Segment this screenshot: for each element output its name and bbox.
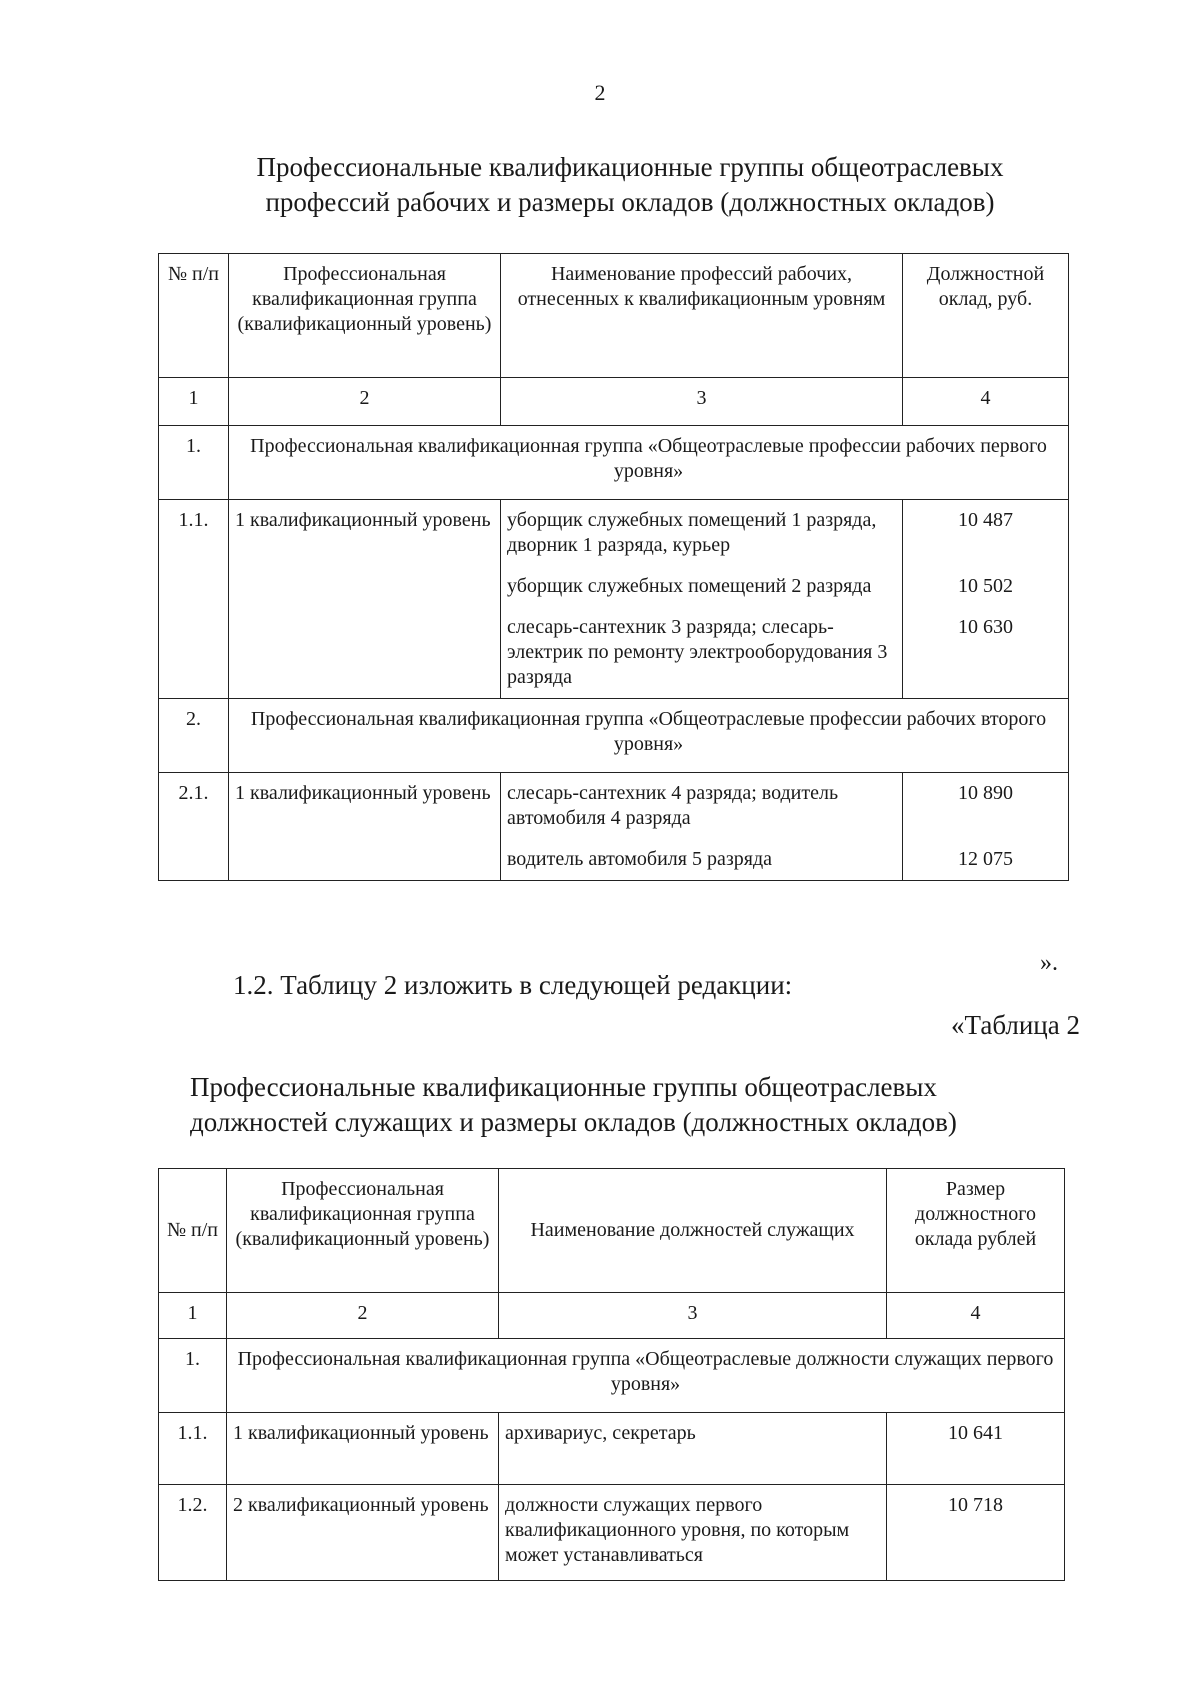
table2-colnum: 4 [887, 1293, 1065, 1339]
table1-title [200, 150, 1060, 220]
table2-row-1-1-level: 1 квалификационный уровень [227, 1413, 499, 1485]
table1-row-2-1-level: 1 квалификационный уровень [229, 773, 501, 881]
table2 [158, 1168, 1065, 1581]
table1-group1-row [159, 426, 1069, 500]
table-row [159, 1413, 1065, 1485]
table2-group1-num: 1. [159, 1339, 227, 1413]
salary-value: 12 075 [903, 839, 1069, 881]
profession-name: уборщик служебных помещений 2 разряда [501, 566, 903, 607]
table2-header-salary: Размер должностного оклада рублей [887, 1169, 1065, 1293]
table-row [159, 773, 1069, 840]
table2-colnum: 1 [159, 1293, 227, 1339]
table1-colnum: 2 [229, 378, 501, 426]
table1-header-num: № п/п [159, 254, 229, 378]
table2-header-position: Наименование должностей служащих [499, 1169, 887, 1293]
salary-value: 10 487 [903, 500, 1069, 567]
profession-name: слесарь-сантехник 3 разряда; слесарь-электрик по ремонту электрооборудования 3 разряда [501, 607, 903, 699]
table1-colnum: 1 [159, 378, 229, 426]
table1-row-1-1-num: 1.1. [159, 500, 229, 699]
table2-row-1-2-level: 2 квалификационный уровень [227, 1485, 499, 1581]
table1-group2-title: Профессиональная квалификационная группа «Общеотраслевые профессии рабочих второго уровня» [229, 699, 1069, 773]
table1-colnum-row [159, 378, 1069, 426]
table1-title-line1: Профессиональные квалификационные группы общеотраслевых [256, 152, 1004, 182]
table1-header-profession: Наименование профессий рабочих, отнесенных к квалификационным уровням [501, 254, 903, 378]
table2-group1-row [159, 1339, 1065, 1413]
table1-group1-title: Профессиональная квалификационная группа «Общеотраслевые профессии рабочих первого уровня» [229, 426, 1069, 500]
table2-header-num: № п/п [159, 1169, 227, 1293]
table2-title-line1: Профессиональные квалификационные группы общеотраслевых [190, 1072, 937, 1102]
table2-colnum-row [159, 1293, 1065, 1339]
table1-group2-num: 2. [159, 699, 229, 773]
table2-title [190, 1070, 1050, 1140]
profession-name: уборщик служебных помещений 1 разряда, дворник 1 разряда, курьер [501, 500, 903, 567]
table1 [158, 253, 1069, 881]
salary-value: 10 641 [887, 1413, 1065, 1485]
table2-colnum: 2 [227, 1293, 499, 1339]
salary-value: 10 630 [903, 607, 1069, 699]
table1-row-2-1-num: 2.1. [159, 773, 229, 881]
table-label: «Таблица 2 [951, 1010, 1080, 1040]
table2-header-group: Профессиональная квалификационная группа (квалификационный уровень) [227, 1169, 499, 1293]
table2-title-line2: должностей служащих и размеры окладов (должностных окладов) [190, 1107, 957, 1137]
table1-header-salary: Должностной оклад, руб. [903, 254, 1069, 378]
table1-header-group: Профессиональная квалификационная группа (квалификационный уровень) [229, 254, 501, 378]
position-name: архивариус, секретарь [499, 1413, 887, 1485]
table1-colnum: 4 [903, 378, 1069, 426]
position-name: должности служащих первого квалификационного уровня, по которым может устанавливаться [499, 1485, 887, 1581]
table1-header-row [159, 254, 1069, 378]
salary-value: 10 502 [903, 566, 1069, 607]
table2-colnum: 3 [499, 1293, 887, 1339]
salary-value: 10 890 [903, 773, 1069, 840]
table1-row-1-1-level: 1 квалификационный уровень [229, 500, 501, 699]
edit-instruction: 1.2. Таблицу 2 изложить в следующей редакции: [233, 970, 793, 1000]
page-number: 2 [594, 80, 606, 105]
profession-name: слесарь-сантехник 4 разряда; водитель автомобиля 4 разряда [501, 773, 903, 840]
salary-value: 10 718 [887, 1485, 1065, 1581]
table1-group2-row [159, 699, 1069, 773]
closing-quote: ». [1040, 950, 1058, 976]
table1-colnum: 3 [501, 378, 903, 426]
table2-group1-title: Профессиональная квалификационная группа «Общеотраслевые должности служащих первого уровня» [227, 1339, 1065, 1413]
profession-name: водитель автомобиля 5 разряда [501, 839, 903, 881]
table2-header-row [159, 1169, 1065, 1293]
table2-row-1-2-num: 1.2. [159, 1485, 227, 1581]
table-row [159, 1485, 1065, 1581]
table1-title-line2: профессий рабочих и размеры окладов (должностных окладов) [265, 187, 995, 217]
table-row [159, 500, 1069, 567]
table2-row-1-1-num: 1.1. [159, 1413, 227, 1485]
table1-group1-num: 1. [159, 426, 229, 500]
